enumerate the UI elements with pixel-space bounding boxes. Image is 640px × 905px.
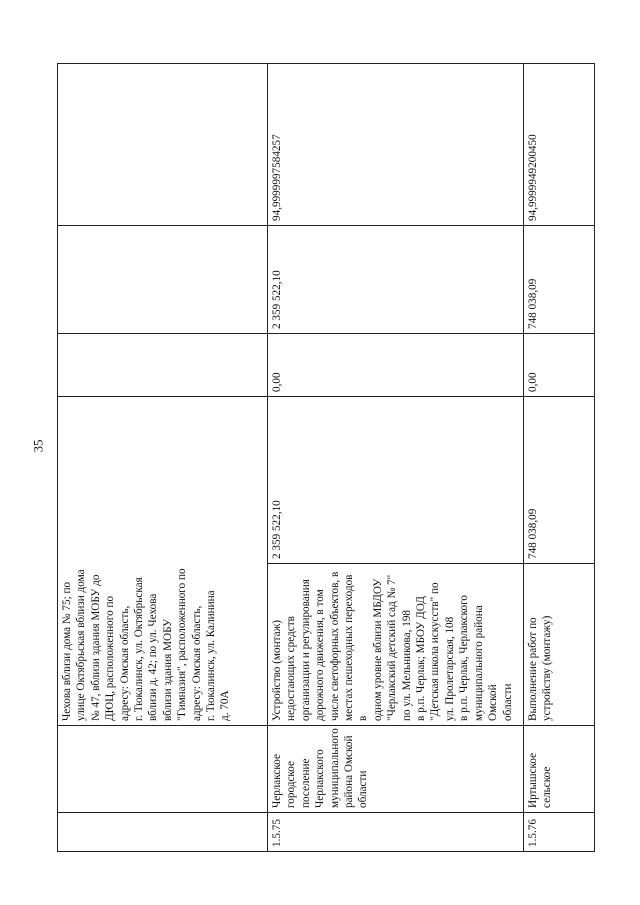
- table-row: [524, 64, 595, 852]
- description-cell: Выполнение работ по устройству (монтажу): [524, 564, 595, 726]
- total-cell: [58, 226, 268, 334]
- total-cell: 748 038,09: [524, 226, 595, 334]
- amount-cell: 2 359 522,10: [268, 397, 524, 564]
- table-row: [58, 64, 268, 852]
- percent-cell: 94,9999949200450: [524, 64, 595, 226]
- local-budget-cell: 0,00: [524, 334, 595, 397]
- budget-table: [57, 63, 595, 852]
- row-number-cell: 1.5.75: [268, 813, 524, 852]
- description-cell: Устройство (монтаж) недостающих средств организации и регулирования дорожного движения, в том числе светофорных объектов, в местах пешеходных переходов в одном уровне вблизи МБДОУ "Черлакский детский сад № 7" по ул. Мельникова, 198 в р.п. Черлак; МБОУ ДОД "Детская школа искусств" по ул. Пролетарская, 108 в р.п. Черлак, Черлакского муниципального района Омской области: [268, 564, 524, 726]
- rotated-table-container: [57, 64, 594, 852]
- amount-cell: 748 038,09: [524, 397, 595, 564]
- total-cell: 2 359 522,10: [268, 226, 524, 334]
- local-budget-cell: 0,00: [268, 334, 524, 397]
- page-number: 35: [30, 439, 46, 453]
- percent-cell: [58, 64, 268, 226]
- settlement-cell: Иртышское сельское: [524, 726, 595, 813]
- percent-cell: 94,9999997584257: [268, 64, 524, 226]
- description-cell: Чехова вблизи дома № 75; по улице Октябрьская вблизи дома № 47, вблизи здания МОБУ до ДЮЦ, расположенного по адресу: Омская область, г. Тюкалинск, ул. Октябрьская вблизи д. 42; по ул. Чехова вблизи здания МОБУ "Гимназия", расположенного по адресу: Омская область, г. Тюкалинск, ул. Калинина д. 70А: [58, 397, 268, 726]
- settlement-cell: Черлакское городское поселение Черлакского муниципального района Омской области: [268, 726, 524, 813]
- settlement-cell: [58, 726, 268, 813]
- table-row: [268, 64, 524, 852]
- row-number-cell: [58, 813, 268, 852]
- row-number-cell: 1.5.76: [524, 813, 595, 852]
- local-budget-cell: [58, 334, 268, 397]
